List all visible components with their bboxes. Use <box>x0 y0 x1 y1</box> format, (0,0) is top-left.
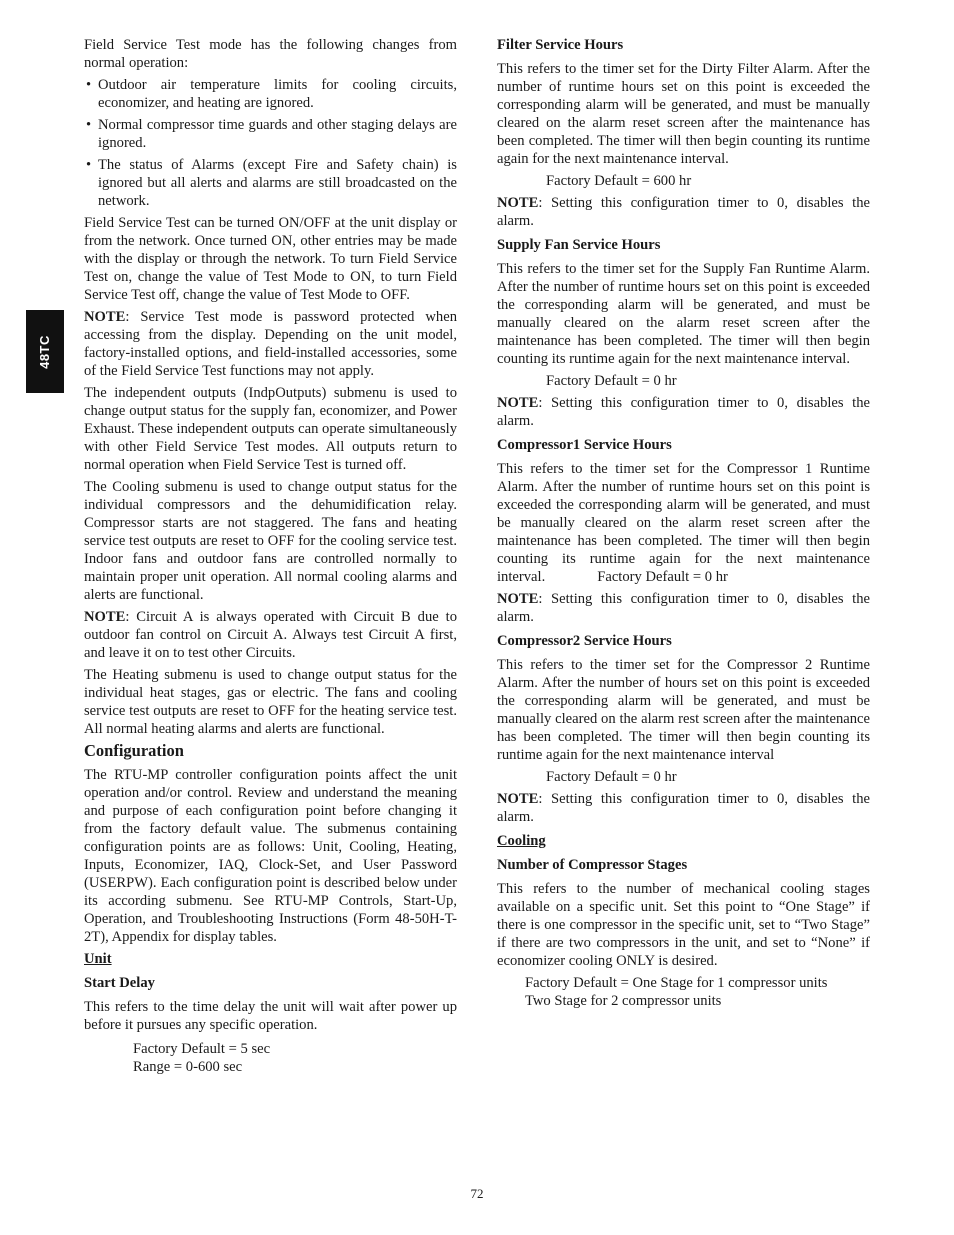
right-column <box>497 36 870 1010</box>
note-paragraph: NOTE: Setting this configuration timer to 0, disables the alarm. <box>497 591 870 625</box>
note-paragraph: NOTE: Circuit A is always operated with Circuit B due to outdoor fan control on Circuit A. Always test Circuit A first, and leave it on to test other Circuits. <box>84 609 457 661</box>
note-label: NOTE <box>497 591 539 607</box>
filter-service-hours-paragraph: This refers to the timer set for the Dirty Filter Alarm. After the number of runtime hours set on this point is exceeded the corresponding alarm will be generated, and must be manually cleared on the alarm reset screen after the maintenance has been completed. The timer will then begin counting its runtime again for the next maintenance interval. <box>497 61 870 167</box>
page-number: 72 <box>470 1186 484 1201</box>
compressor1-service-hours-heading: Compressor1 Service Hours <box>497 437 672 453</box>
changes-list <box>84 76 457 210</box>
note-label: NOTE <box>84 609 126 625</box>
note-paragraph: NOTE: Setting this configuration timer to 0, disables the alarm. <box>497 791 870 825</box>
compressor-stages-heading: Number of Compressor Stages <box>497 857 688 873</box>
compressor1-default: Factory Default = 0 hr <box>597 569 728 585</box>
note-label: NOTE <box>84 309 126 325</box>
note-paragraph: NOTE: Setting this configuration timer to 0, disables the alarm. <box>497 195 870 229</box>
compressor2-service-hours-paragraph: This refers to the timer set for the Compressor 2 Runtime Alarm. After the number of hours set on this point is exceeded the corresponding alarm will be generated, and must be manually cleared on the alarm rest screen after the maintenance has been completed. The timer will then begin counting its runtime again for the next maintenance interval <box>497 657 870 763</box>
supply-fan-service-hours-heading: Supply Fan Service Hours <box>497 237 661 253</box>
compressor2-service-hours-heading: Compressor2 Service Hours <box>497 633 672 649</box>
unit-heading: Unit <box>84 951 112 967</box>
supply-fan-default: Factory Default = 0 hr <box>546 373 677 389</box>
list-item: • Outdoor air temperature limits for cooling circuits, economizer, and heating are ignored. <box>86 77 457 111</box>
start-delay-default: Factory Default = 5 sec <box>133 1041 271 1057</box>
left-column <box>84 36 457 1080</box>
configuration-heading: Configuration <box>84 741 184 760</box>
onoff-paragraph: Field Service Test can be turned ON/OFF at the unit display or from the network. Once turned ON, other entries may be made with the display or through the network. To turn Field Service Test on, change the value of Test Mode to ON, to turn Field Service Test off, change the value of Test Mode to OFF. <box>84 215 457 303</box>
side-tab <box>26 310 64 393</box>
compressor2-default: Factory Default = 0 hr <box>546 769 677 785</box>
note-label: NOTE <box>497 195 539 211</box>
heating-submenu-paragraph: The Heating submenu is used to change output status for the individual heat stages, gas or electric. The fans and cooling service test outputs are reset to OFF for the heating service test. All normal heating alarms and alerts are functional. <box>84 667 457 737</box>
compressor-stages-default-line2: Two Stage for 2 compressor units <box>525 993 722 1009</box>
start-delay-paragraph: This refers to the time delay the unit will wait after power up before it pursues any specific operation. <box>84 999 457 1033</box>
compressor-stages-default: Factory Default = One Stage for 1 compressor units <box>525 975 828 991</box>
bullet-icon: • <box>86 157 92 173</box>
cooling-heading: Cooling <box>497 833 546 849</box>
filter-default: Factory Default = 600 hr <box>546 173 692 189</box>
note-paragraph: NOTE: Setting this configuration timer to 0, disables the alarm. <box>497 395 870 429</box>
note-paragraph: NOTE: Service Test mode is password protected when accessing from the display. Depending on the unit model, factory-installed options, and field-installed accessories, some of the Field Service Test functions may not apply. <box>84 309 457 379</box>
note-label: NOTE <box>497 791 539 807</box>
side-tab-label: 48TC <box>36 334 52 369</box>
filter-service-hours-heading: Filter Service Hours <box>497 37 624 53</box>
bullet-icon: • <box>86 117 92 133</box>
list-item: • Normal compressor time guards and other staging delays are ignored. <box>86 117 457 151</box>
bullet-icon: • <box>86 77 92 93</box>
supply-fan-service-hours-paragraph: This refers to the timer set for the Supply Fan Runtime Alarm. After the number of runtime hours set on this point is exceeded the corresponding alarm will be generated, and must be manually cleared on the alarm reset screen after the maintenance has been completed. The timer will then begin counting its runtime again for the next maintenance interval. <box>497 261 870 367</box>
compressor1-service-hours-paragraph: This refers to the timer set for the Compressor 1 Runtime Alarm. After the number of runtime hours set on this point is exceeded the corresponding alarm will be generated, and must be manually cleared on the alarm reset screen after the maintenance has been completed. The timer will then begin counting its runtime again for the next maintenance interval. Factory Default = 0 hr <box>497 461 870 585</box>
start-delay-range: Range = 0-600 sec <box>133 1059 243 1075</box>
configuration-paragraph: The RTU-MP controller configuration points affect the unit operation and/or control. Review and understand the meaning and purpose of each configuration point before changing it from the factory default value. The submenus containing configuration points are as follows: Unit, Cooling, Heating, Inputs, Economizer, IAQ, Clock-Set, and User Password (USERPW). Each configuration point is described below under its according submenu. See RTU-MP Controls, Start-Up, Operation, and Troubleshooting Instructions (Form 48-50H-T-2T), Appendix for display tables. <box>84 767 457 945</box>
list-item: • The status of Alarms (except Fire and Safety chain) is ignored but all alerts and alarms are still broadcasted on the network. <box>86 157 457 209</box>
indp-outputs-paragraph: The independent outputs (IndpOutputs) submenu is used to change output status for the supply fan, economizer, and Power Exhaust. These independent outputs can operate simultaneously with other Field Service Test modes. All outputs return to normal operation when Field Service Test is turned off. <box>84 385 457 473</box>
compressor-stages-paragraph: This refers to the number of mechanical cooling stages available on a specific unit. Set this point to “One Stage” if there is one compressor in the specific unit, set to “Two Stage” if there are two compressors in the unit, and set to “None” if economizer cooling ONLY is desired. <box>497 881 870 969</box>
start-delay-heading: Start Delay <box>84 975 155 991</box>
cooling-submenu-paragraph: The Cooling submenu is used to change output status for the individual compressors and the dehumidification relay. Compressor starts are not staggered. The fans and heating service test outputs are reset to OFF for the cooling service test. Indoor fans and outdoor fans are controlled normally to maintain proper unit operation. All normal cooling alarms and alerts are functional. <box>84 479 457 603</box>
note-label: NOTE <box>497 395 539 411</box>
intro-paragraph: Field Service Test mode has the following changes from normal operation: <box>84 37 457 71</box>
